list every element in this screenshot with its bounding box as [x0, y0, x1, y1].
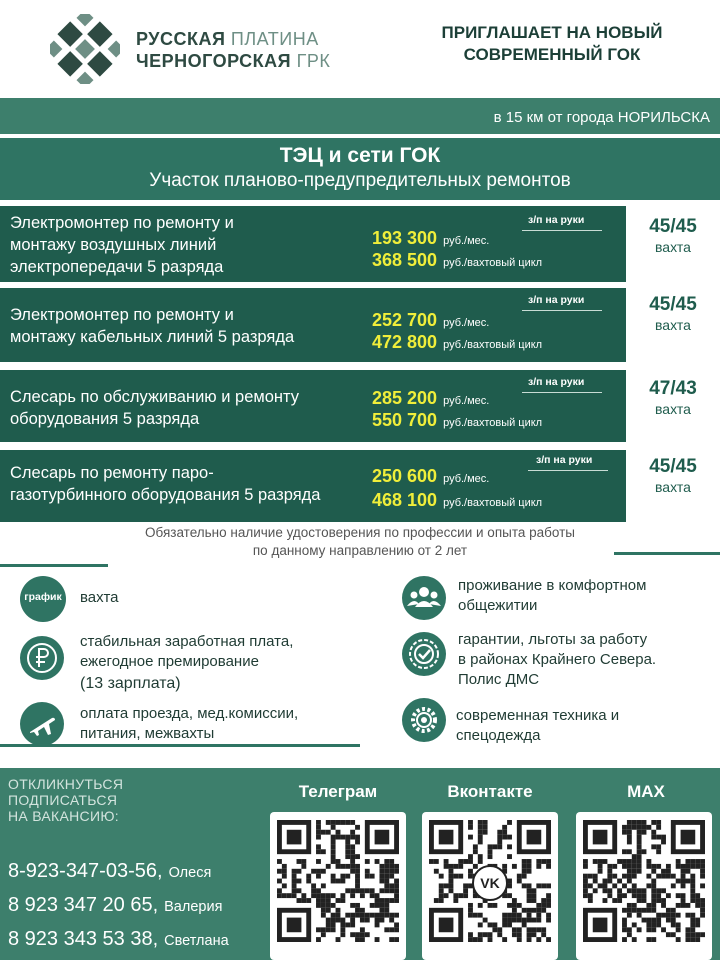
shift-box: [626, 374, 720, 430]
location-bar: [0, 102, 720, 134]
benefit-line: в районах Крайнего Севера.: [458, 651, 657, 668]
monthly-unit: руб./мес.: [443, 473, 490, 485]
job-card: [0, 288, 720, 362]
monthly-pay: [372, 310, 489, 331]
cta-line: ОТКЛИКНУТЬСЯ: [8, 776, 124, 792]
call-to-action: [8, 776, 123, 824]
job-title-line: оборудования 5 разряда: [10, 410, 200, 428]
shift-ratio: 45/45: [649, 456, 697, 477]
schedule-icon-label: график: [24, 591, 62, 603]
ruble-icon: [20, 636, 64, 680]
cycle-amount: 468 100: [372, 490, 438, 510]
monthly-amount: 250 600: [372, 466, 438, 486]
monthly-pay: [372, 228, 489, 249]
cycle-pay: [372, 250, 542, 271]
telegram-qr-code[interactable]: [270, 812, 406, 960]
job-title-line: Слесарь по ремонту паро-: [10, 464, 214, 482]
shift-kind: вахта: [655, 479, 691, 495]
job-title: [10, 462, 370, 506]
job-title-line: газотурбинного оборудования 5 разряда: [10, 486, 321, 504]
phone-number[interactable]: 8-923-347-03-56,: [8, 860, 163, 882]
cycle-unit: руб./вахтовый цикл: [443, 417, 543, 429]
cta-line: ПОДПИСАТЬСЯ: [8, 792, 118, 808]
shift-ratio: 47/43: [649, 378, 697, 399]
cycle-amount: 368 500: [372, 250, 438, 270]
benefit-line: спецодежда: [456, 727, 541, 744]
benefit-line: Полис ДМС: [458, 671, 540, 688]
monthly-amount: 285 200: [372, 388, 438, 408]
vk-qr-code[interactable]: [422, 812, 558, 960]
section-header: [0, 138, 720, 200]
benefit-line: оплата проезда, мед.комиссии,: [80, 705, 299, 722]
brand-word-4: ГРК: [296, 51, 331, 71]
monthly-unit: руб./мес.: [443, 317, 490, 329]
job-card: [0, 370, 720, 442]
monthly-pay: [372, 466, 489, 487]
benefit-line: проживание в комфортном: [458, 577, 647, 594]
benefit-line: современная техника и: [456, 707, 620, 724]
phone-contact[interactable]: [8, 860, 211, 883]
benefit-schedule: вахта: [80, 589, 119, 606]
pay-tag: з/п на руки: [536, 454, 593, 466]
cycle-amount: 472 800: [372, 332, 438, 352]
cycle-pay: [372, 490, 542, 511]
benefit-travel: [80, 704, 298, 744]
job-title-line: монтажу кабельных линий 5 разряда: [10, 328, 295, 346]
gear-icon-glyph: [402, 698, 446, 742]
airplane-icon: [20, 702, 64, 746]
benefit-line: гарантии, льготы за работу: [458, 631, 648, 648]
benefit-guarantees: [458, 630, 656, 690]
header: [0, 0, 720, 98]
job-title-line: Электромонтер по ремонту и: [10, 306, 234, 324]
cycle-unit: руб./вахтовый цикл: [443, 497, 543, 509]
job-card: [0, 206, 720, 282]
pay-tag-underline: [522, 310, 602, 311]
job-card: [0, 450, 720, 522]
monthly-amount: 252 700: [372, 310, 438, 330]
contact-name: Светлана: [164, 933, 229, 949]
monthly-pay: [372, 388, 489, 409]
cycle-unit: руб./вахтовый цикл: [443, 257, 543, 269]
monthly-amount: 193 300: [372, 228, 438, 248]
section-title: ТЭЦ и сети ГОК: [279, 144, 441, 167]
max-label: MAX: [627, 782, 665, 801]
schedule-icon: [20, 576, 66, 622]
contact-name: Олеся: [168, 865, 212, 881]
note-line-2: по данному направлению от 2 лет: [252, 543, 468, 558]
job-title-line: монтажу воздушных линий: [10, 236, 217, 254]
cycle-unit: руб./вахтовый цикл: [443, 339, 543, 351]
job-title: [10, 212, 370, 278]
job-title: [10, 386, 370, 430]
badge-check-icon-glyph: [402, 632, 446, 676]
shift-ratio: 45/45: [649, 216, 697, 237]
qr-code-icon: [583, 820, 705, 942]
phone-number[interactable]: 8 923 347 20 65,: [8, 894, 159, 916]
monthly-unit: руб./мес.: [443, 235, 490, 247]
benefit-line: ежегодное премирование: [80, 653, 259, 670]
phone-contact[interactable]: [8, 894, 222, 917]
shift-kind: вахта: [655, 317, 691, 333]
requirements-note: [110, 524, 610, 560]
shift-box: [626, 290, 720, 346]
divider: [614, 552, 720, 555]
contact-name: Валерия: [164, 899, 223, 915]
qr-code-icon: [277, 820, 399, 942]
phone-number[interactable]: 8 923 343 53 38,: [8, 928, 159, 950]
cycle-pay: [372, 410, 542, 431]
company-logo-icon: [50, 14, 120, 84]
shift-kind: вахта: [655, 401, 691, 417]
airplane-icon-glyph: [20, 702, 64, 746]
benefit-equipment: [456, 706, 619, 746]
invite-line-2: СОВРЕМЕННЫЙ ГОК: [463, 45, 641, 64]
shift-ratio: 45/45: [649, 294, 697, 315]
vk-label: Вконтакте: [447, 782, 533, 801]
benefit-line: общежитии: [458, 597, 538, 614]
shift-box: [626, 452, 720, 508]
brand-word-3: ЧЕРНОГОРСКАЯ: [136, 51, 292, 71]
benefit-line: стабильная заработная плата,: [80, 633, 294, 650]
job-title-line: Слесарь по обслуживанию и ремонту: [10, 388, 300, 406]
telegram-label: Телеграм: [298, 782, 378, 801]
shift-box: [626, 212, 720, 268]
monthly-unit: руб./мес.: [443, 395, 490, 407]
benefit-line: (13 зарплата): [80, 675, 181, 692]
people-icon-glyph: [402, 576, 446, 620]
gear-icon: [402, 698, 446, 742]
shift-kind: вахта: [655, 239, 691, 255]
invite-heading: [422, 22, 682, 66]
brand-word-1: РУССКАЯ: [136, 29, 226, 49]
pay-tag-underline: [522, 392, 602, 393]
location-text: в 15 км от города НОРИЛЬСКА: [493, 109, 710, 126]
job-title-line: электропередачи 5 разряда: [10, 258, 224, 276]
company-name: [136, 28, 330, 72]
pay-tag-underline: [528, 470, 608, 471]
section-subtitle: Участок планово-предупредительных ремонтов: [149, 170, 571, 191]
benefit-housing: [458, 576, 646, 616]
note-line-1: Обязательно наличие удостоверения по профессии и опыта работы: [145, 525, 575, 540]
pay-tag: з/п на руки: [528, 376, 585, 388]
divider: [0, 564, 108, 567]
badge-check-icon: [402, 632, 446, 676]
cycle-amount: 550 700: [372, 410, 438, 430]
job-title: [10, 304, 370, 348]
job-title-line: Электромонтер по ремонту и: [10, 214, 234, 232]
benefit-salary: [80, 632, 293, 694]
max-qr-code[interactable]: [576, 812, 712, 960]
brand-word-2: ПЛАТИНА: [230, 29, 319, 49]
benefit-line: питания, межвахты: [80, 725, 215, 742]
pay-tag-underline: [522, 230, 602, 231]
vk-logo-icon: VK: [472, 865, 508, 901]
pay-tag: з/п на руки: [528, 294, 585, 306]
phone-contact[interactable]: [8, 928, 229, 951]
pay-tag: з/п на руки: [528, 214, 585, 226]
cta-line: НА ВАКАНСИЮ:: [8, 808, 119, 824]
invite-line-1: ПРИГЛАШАЕТ НА НОВЫЙ: [441, 23, 663, 42]
cycle-pay: [372, 332, 542, 353]
people-icon: [402, 576, 446, 620]
ruble-icon-glyph: [20, 636, 64, 680]
